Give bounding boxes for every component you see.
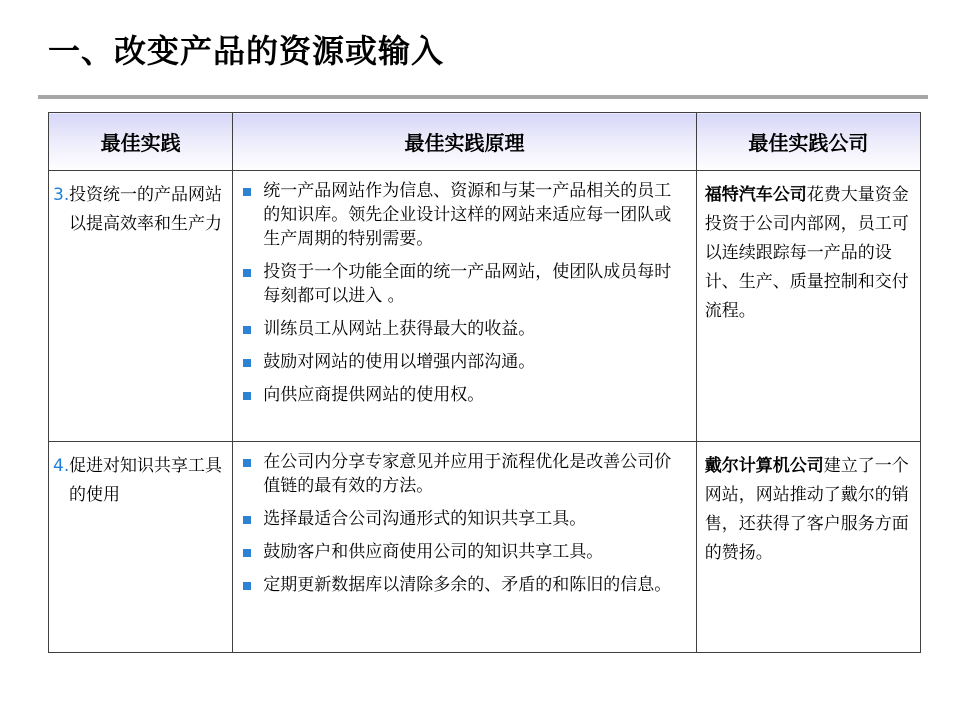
square-bullet-icon bbox=[243, 269, 251, 277]
table-row bbox=[49, 171, 921, 442]
practice-text: 投资统一的产品网站以提高效率和生产力 bbox=[69, 185, 222, 234]
principle-text: 鼓励对网站的使用以增强内部沟通。 bbox=[263, 352, 536, 372]
principle-item bbox=[241, 317, 688, 341]
principle-item bbox=[241, 450, 688, 498]
principle-text: 投资于一个功能全面的统一产品网站，使团队成员每时每刻都可以进入 。 bbox=[263, 262, 672, 306]
principle-text: 定期更新数据库以清除多余的、矛盾的和陈旧的信息。 bbox=[263, 575, 672, 595]
company-name: 福特汽车公司 bbox=[704, 185, 807, 205]
company-description: 花费大量资金投资于公司内部网，员工可以连续跟踪每一产品的设计、生产、质量控制和交付流程。 bbox=[704, 185, 909, 321]
principle-text: 向供应商提供网站的使用权。 bbox=[263, 385, 485, 405]
square-bullet-icon bbox=[243, 392, 251, 400]
company-cell bbox=[696, 442, 920, 653]
principle-item bbox=[241, 260, 688, 308]
principle-text: 鼓励客户和供应商使用公司的知识共享工具。 bbox=[263, 542, 604, 562]
company-name: 戴尔计算机公司 bbox=[704, 456, 824, 476]
square-bullet-icon bbox=[243, 188, 251, 196]
header-practice-company: 最佳实践公司 bbox=[696, 113, 920, 171]
table-header-row bbox=[49, 113, 921, 171]
principle-list bbox=[241, 450, 688, 597]
square-bullet-icon bbox=[243, 582, 251, 590]
square-bullet-icon bbox=[243, 516, 251, 524]
practice-number: 3. bbox=[53, 185, 70, 205]
principle-item bbox=[241, 540, 688, 564]
practice-cell bbox=[49, 442, 233, 653]
square-bullet-icon bbox=[243, 459, 251, 467]
square-bullet-icon bbox=[243, 359, 251, 367]
principle-text: 在公司内分享专家意见并应用于流程优化是改善公司价值链的最有效的方法。 bbox=[263, 452, 672, 496]
principle-text: 选择最适合公司沟通形式的知识共享工具。 bbox=[263, 509, 587, 529]
square-bullet-icon bbox=[243, 326, 251, 334]
page-title: 一、改变产品的资源或输入 bbox=[48, 32, 445, 70]
header-best-practice: 最佳实践 bbox=[49, 113, 233, 171]
practice-item bbox=[53, 181, 228, 239]
company-cell bbox=[696, 171, 920, 442]
principle-list bbox=[241, 179, 688, 407]
principle-cell bbox=[233, 171, 697, 442]
principle-cell bbox=[233, 442, 697, 653]
practice-item bbox=[53, 452, 228, 510]
practice-text: 促进对知识共享工具的使用 bbox=[69, 456, 222, 505]
title-divider bbox=[38, 95, 928, 99]
principle-item bbox=[241, 179, 688, 251]
company-description: 建立了一个网站，网站推动了戴尔的销售，还获得了客户服务方面的赞扬。 bbox=[704, 456, 909, 563]
principle-item bbox=[241, 573, 688, 597]
practice-cell bbox=[49, 171, 233, 442]
table-row bbox=[49, 442, 921, 653]
best-practice-table bbox=[48, 112, 921, 653]
header-practice-principle: 最佳实践原理 bbox=[233, 113, 697, 171]
principle-text: 统一产品网站作为信息、资源和与某一产品相关的员工的知识库。领先企业设计这样的网站来适应每一团队或生产周期的特别需要。 bbox=[263, 181, 672, 249]
practice-number: 4. bbox=[53, 456, 70, 476]
principle-item bbox=[241, 383, 688, 407]
principle-item bbox=[241, 350, 688, 374]
principle-item bbox=[241, 507, 688, 531]
square-bullet-icon bbox=[243, 549, 251, 557]
principle-text: 训练员工从网站上获得最大的收益。 bbox=[263, 319, 536, 339]
